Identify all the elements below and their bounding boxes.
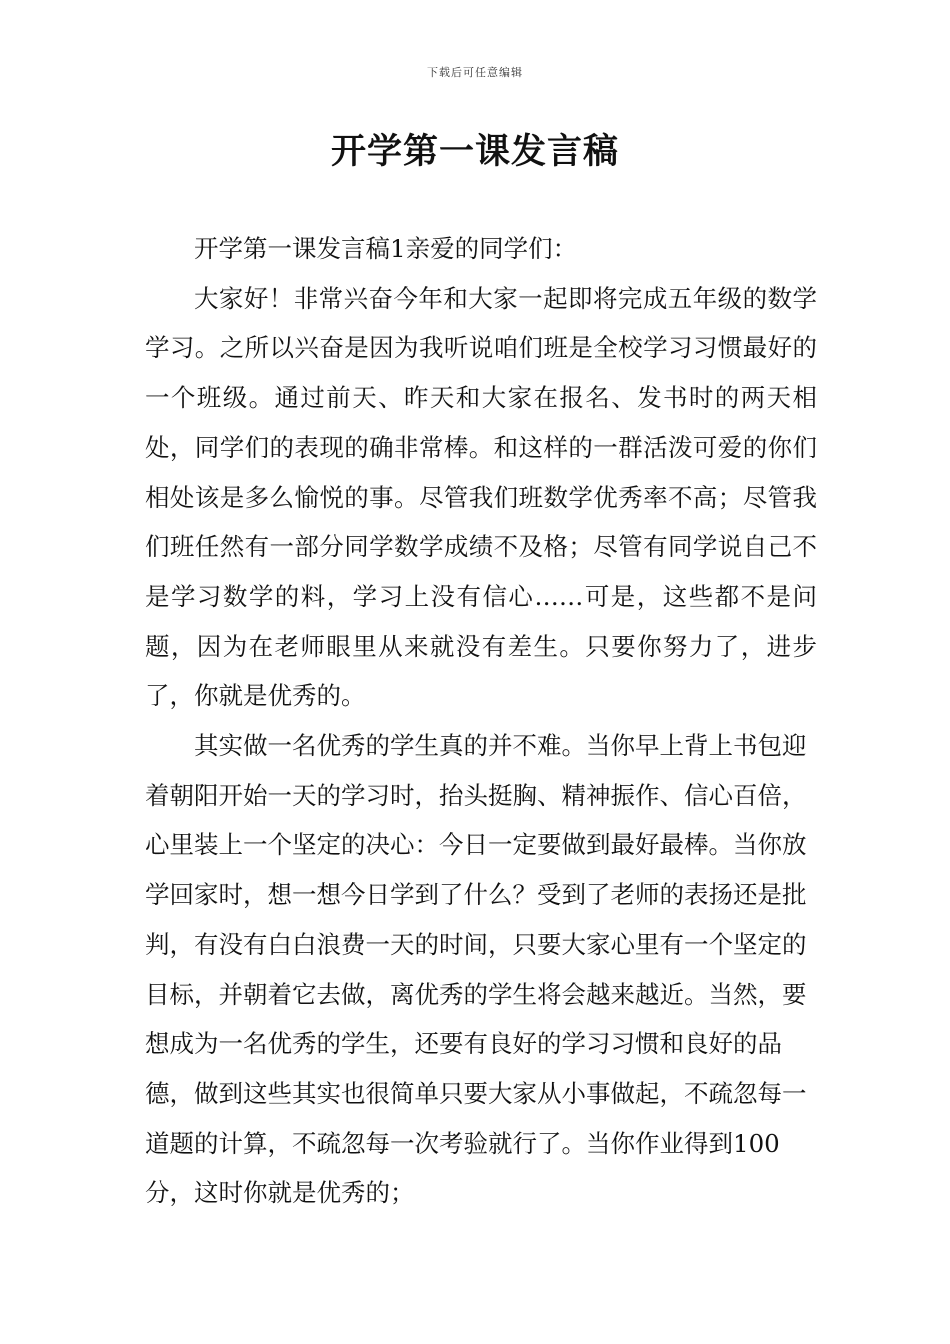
header-note: 下载后可任意编辑 bbox=[427, 66, 523, 79]
paragraph-excellence: 其实做一名优秀的学生真的并不难。当你早上背上书包迎着朝阳开始一天的学习时，抬头挺胸、精神振作、信心百倍，心里装上一个坚定的决心：今日一定要做到最好最棒。当你放学回家时，想一想今日学到了什么？受到了老师的表扬还是批判，有没有白白浪费一天的时间，只要大家心里有一个坚定的目标，并朝着它去做，离优秀的学生将会越来越近。当然，要想成为一名优秀的学生，还要有良好的学习习惯和良好的品德，做到这些其实也很简单只要大家从小事做起，不疏忽每一道题的计算，不疏忽每一次考验就行了。当你作业得到100分，这时你就是优秀的； bbox=[145, 731, 807, 1208]
document-body bbox=[145, 224, 817, 1218]
paragraph-greeting: 大家好！非常兴奋今年和大家一起即将完成五年级的数学学习。之所以兴奋是因为我听说咱们班是全校学习习惯最好的一个班级。通过前天、昨天和大家在报名、发书时的两天相处，同学们的表现的确非常棒。和这样的一群活泼可爱的你们相处该是多么愉悦的事。尽管我们班数学优秀率不高；尽管我们班任然有一部分同学数学成绩不及格；尽管有同学说自己不是学习数学的料，学习上没有信心……可是，这些都不是问题，因为在老师眼里从来就没有差生。只要你努力了，进步了，你就是优秀的。 bbox=[145, 283, 817, 711]
document-title: 开学第一课发言稿 bbox=[330, 132, 619, 172]
paragraph-salutation: 开学第一课发言稿1亲爱的同学们： bbox=[194, 234, 578, 263]
